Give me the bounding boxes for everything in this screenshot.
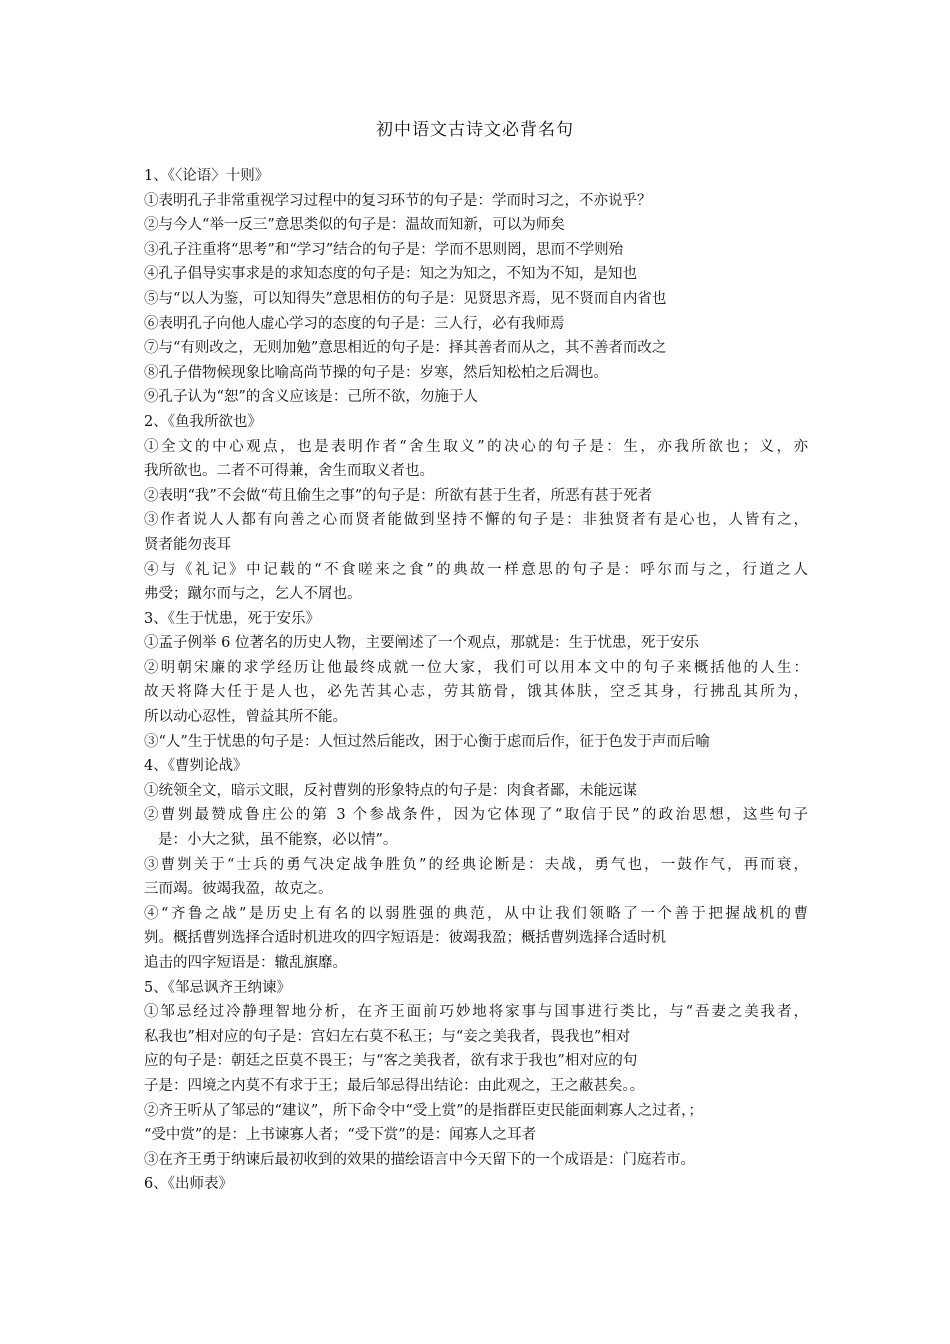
text-line: 弗受；蹴尔而与之，乞人不屑也。 [144,586,362,603]
text-line: ②与今人“举一反三”意思类似的句子是：温故而知新，可以为师矣 [144,217,565,234]
text-line: ②表明“我”不会做“苟且偷生之事”的句子是：所欲有甚于生者，所恶有甚于死者 [144,487,653,504]
text-line: ③孔子注重将“思考”和“学习”结合的句子是：学而不思则罔，思而不学则殆 [144,241,624,258]
text-line: ⑦与“有则改之，无则加勉”意思相近的句子是：择其善者而从之，其不善者而改之 [144,340,667,357]
document-title: 初中语文古诗文必背名句 [376,120,574,140]
text-line: 故天将降大任于是人也，必先苦其心志，劳其筋骨，饿其体肤，空乏其身，行拂乱其所为， [144,684,808,701]
text-line: ②齐王听从了邹忌的“建议”，所下命令中“受上赏”的是指群臣吏民能面刺寡人之过者，； [144,1102,703,1119]
text-line: 应的句子是：朝廷之臣莫不畏王；与“客之美我者，欲有求于我也”相对应的句 [144,1053,638,1070]
text-line: ①表明孔子非常重视学习过程中的复习环节的句子是：学而时习之，不亦说乎？ [144,192,652,209]
text-line: ①孟子例举 6 位著名的历史人物，主要阐述了一个观点，那就是：生于忧患，死于安乐 [144,635,699,652]
text-line: 子是：四境之内莫不有求于王；最后邹忌得出结论：由此观之，王之蔽甚矣。。 [144,1077,645,1094]
text-line: 三而竭。彼竭我盈，故克之。 [144,881,333,898]
section-heading: 5、《邹忌讽齐王纳谏》 [144,979,291,996]
text-line: 贤者能勿丧耳 [144,536,231,553]
text-line: 我所欲也。二者不可得兼，舍生而取义者也。 [144,463,434,480]
text-line: ④孔子倡导实事求是的求知态度的句子是：知之为知之，不知为不知，是知也 [144,266,637,283]
text-line: ⑨孔子认为“恕”的含义应该是：己所不欲，勿施于人 [144,389,478,406]
text-line: 所以动心忍性，曾益其所不能。 [144,709,347,726]
section-heading: 1、《〈论语〉十则》 [144,168,270,184]
document-body [144,164,808,1197]
text-line: ①邹忌经过冷静理智地分析，在齐王面前巧妙地将家事与国事进行类比，与“吾妻之美我者， [144,1004,808,1021]
text-line: ②曹刿最赞成鲁庄公的第 3 个参战条件，因为它体现了“取信于民”的政治思想，这些句子 [144,807,808,824]
text-line: ③作者说人人都有向善之心而贤者能做到坚持不懈的句子是：非独贤者有是心也，人皆有之， [144,512,808,529]
text-line: ④“齐鲁之战”是历史上有名的以弱胜强的典范，从中让我们领略了一个善于把握战机的曹 [144,905,808,922]
section-heading: 2、《鱼我所欲也》 [144,413,262,430]
text-line: ③曹刿关于“士兵的勇气决定战争胜负”的经典论断是：夫战，勇气也，一鼓作气，再而衰， [144,856,808,873]
text-line: ①统领全文，暗示文眼，反衬曹刿的形象特点的句子是：肉食者鄙，未能远谋 [144,782,637,799]
text-line: ②明朝宋廉的求学经历让他最终成就一位大家，我们可以用本文中的句子来概括他的人生： [144,659,808,676]
text-line: ①全文的中心观点，也是表明作者“舍生取义”的决心的句子是：生，亦我所欲也；义，亦 [144,438,808,455]
text-line: 是：小大之狱，虽不能察，必以情”。 [158,832,398,849]
section-heading: 3、《生于忧患，死于安乐》 [144,610,320,627]
text-line: ⑧孔子借物候现象比喻高尚节操的句子是：岁寒，然后知松柏之后凋也。 [144,364,608,381]
text-line: 私我也”相对应的句子是：宫妇左右莫不私王；与“妾之美我者，畏我也”相对 [144,1028,631,1045]
section-heading: 4、《曹刿论战》 [144,758,248,775]
text-line: ⑥表明孔子向他人虚心学习的态度的句子是：三人行，必有我师焉 [144,315,565,332]
text-line: 追击的四字短语是：辙乱旗靡。 [144,955,347,971]
text-line: ③在齐王勇于纳谏后最初收到的效果的描绘语言中今天留下的一个成语是：门庭若市。 [144,1151,695,1168]
text-line: 刿。概括曹刿选择合适时机进攻的四字短语是：彼竭我盈；概括曹刿选择合适时机 [144,930,666,947]
text-line: “受中赏”的是：上书谏寡人者；“受下赏”的是：闻寡人之耳者 [144,1127,537,1144]
text-line: ③“人”生于忧患的句子是：人恒过然后能改，困于心衡于虑而后作，征于色发于声而后喻 [144,733,710,750]
text-line: ⑤与“以人为鉴，可以知得失”意思相仿的句子是：见贤思齐焉，见不贤而自内省也 [144,290,667,307]
section-heading: 6、《出师表》 [144,1176,233,1193]
text-line: ④与《礼记》中记载的“不食嗟来之食”的典故一样意思的句子是：呼尔而与之，行道之人 [144,561,808,578]
